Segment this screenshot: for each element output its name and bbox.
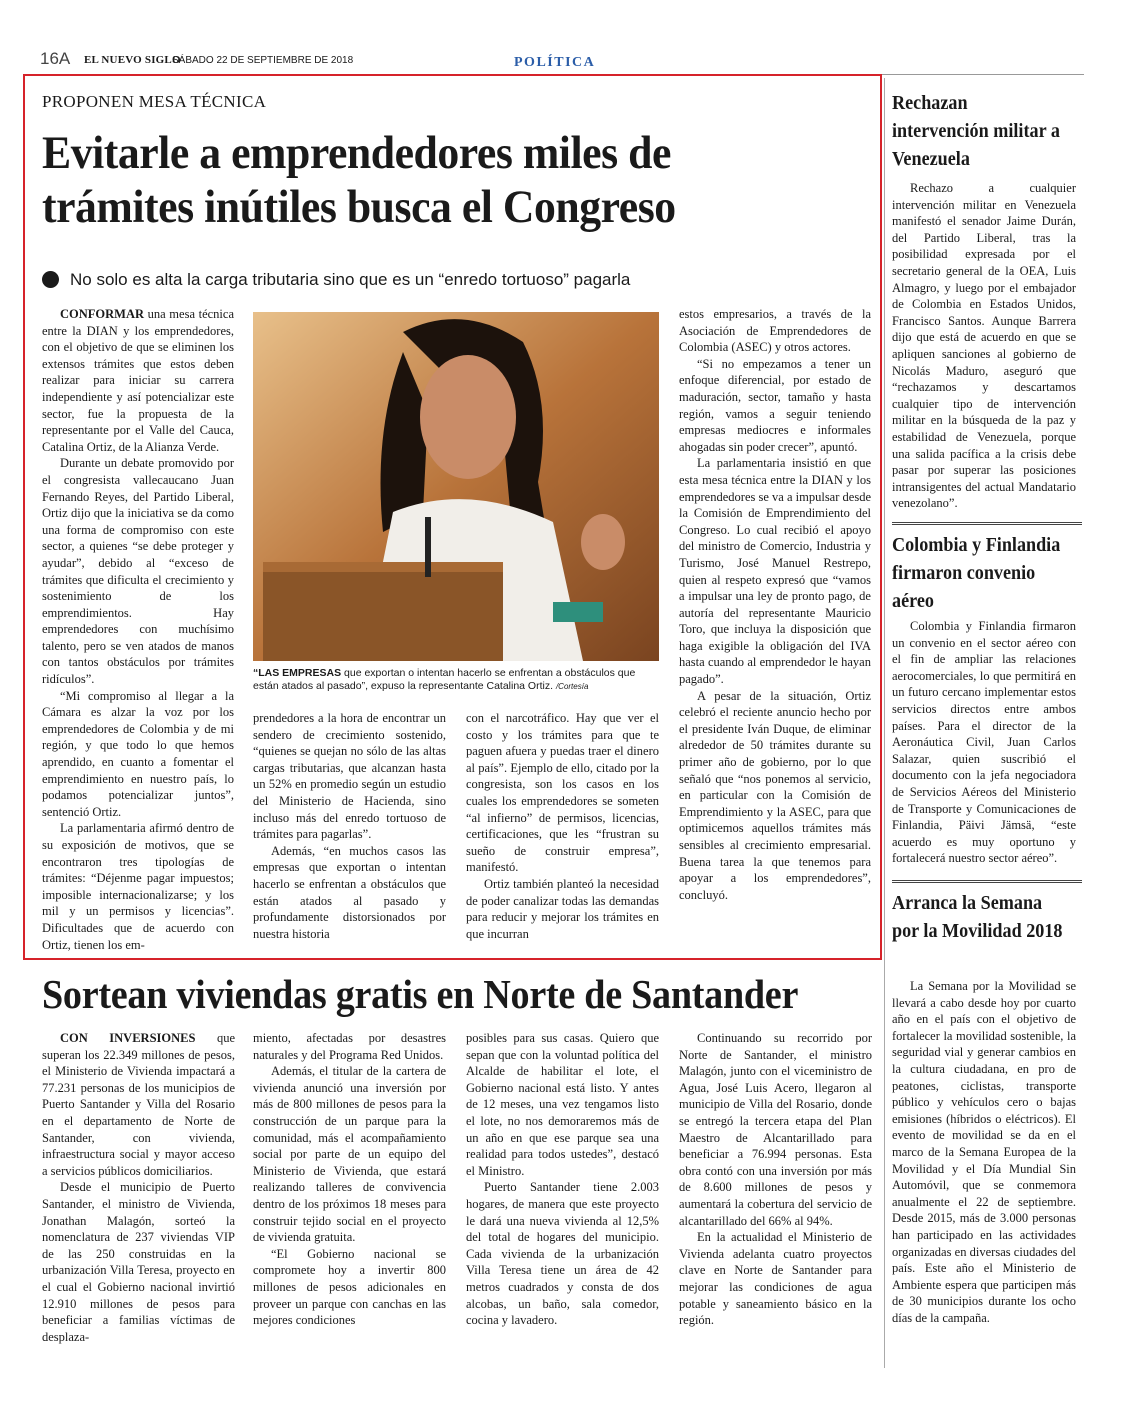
- article-kicker: PROPONEN MESA TÉCNICA: [42, 92, 267, 111]
- second-column-4: Continuando su recorrido por Norte de Santander, el ministro Malagón, junto con el viceministro de Agua, José Luis Acero, llegaron al municipio de Villa del Rosario, donde se entregó la tercera etapa del Plan Maestro de Alcantarillado para beneficiar a 76.994 personas. Esta obra contó con una inversión por más de 8.600 millones de pesos y aumentará la cobertura del servicio de alcantarillado del 66% al 94%. En la actualidad el Ministerio de Vivienda adelanta cuatro proyectos clave en Norte de Santander para mejorar las condiciones de agua potable y saneamiento básico en la región.: [679, 1031, 872, 1328]
- article-column-2: prendedores a la hora de encontrar un sendero de crecimiento sostenido, “quienes se quejan no sólo de las altas cargas tributarias, que alcanzan hasta un 52% en promedio según un estudio del Ministerio de Hacienda, sino incluso más del enredo tortuoso de trámites para pagarlas”. Además, “en muchos casos las empresas que exportan o intentan hacerlo se enfrentan a obstáculos que están atados al pasado y profundamente distorsionados por nuestra historia: [253, 711, 446, 941]
- second-column-2: miento, afectadas por desastres naturales y del Programa Red Unidos. Además, el titular de la cartera de vivienda anunció una inversión por más de 800 millones de pesos para la construcción de un parque para la comunidad, más el acompañamiento social por parte de un equipo del Ministerio de Vivienda, que estará realizando talleres de convivencia dentro de los próximos 18 meses para construir tejido social en el proyecto de vivienda gratuita. “El Gobierno nacional se compromete hoy a invertir 800 millones de pesos adicionales en proveer un parque con canchas en las mejores condiciones: [253, 1031, 446, 1328]
- lead-word: CONFORMAR: [60, 307, 145, 321]
- article-column-4: estos empresarios, a través de la Asociación de Emprendedores de Colombia (ASEC) y otros actores. “Si no empezamos a tener un enfoque diferencial, por estado de maduración, sector, tamaño y hasta región, vamos a seguir teniendo empresas mediocres e informales ahogadas sin poder crecer”, apuntó. La parlamentaria insistió en que esta mesa técnica entre la DIAN y los emprendedores se va a impulsar desde la Comisión de Emprendimiento del Congreso. Lo cual recibió el apoyo del ministro de Comercio, Industria y Turismo, José Manuel Restrepo, quien al respeto expresó que “vamos a impulsar una ley de pronto pago, de autoría del representante Mauricio Toro, que incluya la disposición que haga exigible la obligación del IVA hasta cuando al emprendedor le hayan pagado”. A pesar de la situación, Ortiz celebró el reciente anuncio hecho por el presidente Iván Duque, de eliminar alrededor de 50 trámites durante su primer año de gobierno, por lo que señaló que “nos ponemos al servicio, en particular con la Comisión de Emprendimiento y la ASEC, para que optimicemos aquellos trámites más sensibles al crecimiento empresarial. Buena tarea la que tenemos para apoyar a los emprendedores”, concluyó.: [679, 307, 871, 902]
- sidebar-rule: [884, 78, 885, 1368]
- sidebar-separator: [892, 522, 1082, 525]
- sidebar-title-venezuela: Rechazan intervención militar a Venezuela: [892, 93, 1060, 170]
- sidebar-body-venezuela: Rechazo a cualquier intervención militar en Venezuela manifestó el senador Jaime Durán, del Partido Liberal, tras la posibilidad expresada por el secretario general de la OEA, Luis Almagro, y luego por el embajador de Colombia en Estados Unidos, Francisco Santos. Aunque Barrera dijo que está de acuerdo en que se apliquen sanciones al gobierno de Nicolás Maduro, aseguró que “rechazamos y descartamos cualquier tipo de intervención militar en la búsqueda de la paz y estabilidad de Venezuela, porque una salida pacífica a la crisis debe pasar por superar las posiciones intransigentes del actual Mandatario venezolano”.: [892, 181, 1076, 511]
- sidebar-separator: [892, 880, 1082, 883]
- sidebar-title-finlandia: Colombia y Finlandia firmaron convenio aéreo: [892, 535, 1061, 612]
- second-article-headline: Sortean viviendas gratis en Norte de Santander: [42, 971, 799, 1017]
- second-column-1: CON INVERSIONES que superan los 22.349 millones de pesos, el Ministerio de Vivienda impactará a 77.231 personas de los municipios de Puerto Santander y Villa del Rosario en el departamento de Norte de Santander, con vivienda, infraestructura social y mayor acceso a servicios públicos domiciliarios. Desde el municipio de Puerto Santander, el ministro de Vivienda, Jonathan Malagón, sorteó la nomenclatura de 237 viviendas VIP de las 250 construidas en la urbanización Villa Teresa, proyecto en el cual el Gobierno nacional invirtió 12.910 millones de pesos para beneficiar a familias víctimas de desplaza-: [42, 1031, 235, 1344]
- issue-date: SÁBADO 22 DE SEPTIEMBRE DE 2018: [172, 55, 354, 66]
- photo-credit: /Cortesía: [555, 682, 589, 691]
- article-photo: [253, 312, 659, 661]
- page-number: 16A: [40, 49, 71, 68]
- bullet-icon: [42, 271, 59, 288]
- second-column-3: posibles para sus casas. Quiero que sepan que con la voluntad política del Alcalde de habilitar el lote, el Gobierno nacional está listo. Y antes de 12 meses, una vez tengamos listo el lote, no nos demoraremos más de un año en que ese parque sea una realidad para todos ustedes”, destacó el Ministro. Puerto Santander tiene 2.003 hogares, de manera que este proyecto le dará una nueva vivienda al 12,5% del total de hogares del municipio. Cada vivienda de la urbanización Villa Teresa tiene un área de 42 metros cuadrados y consta de dos alcobas, un baño, sala comedor, cocina y lavadero.: [466, 1031, 659, 1328]
- article-headline: [42, 126, 814, 234]
- headline-line-2: trámites inútiles busca el Congreso: [42, 181, 676, 233]
- headline-line-1: Evitarle a emprendedores miles de: [42, 127, 671, 179]
- photo-speaker-image: [253, 312, 659, 661]
- article-column-1: CONFORMAR una mesa técnica entre la DIAN y los emprendedores, con el objetivo de que se eliminen los extensos trámites que estos deben realizar para iniciar su carrera independiente y así potencializar este sector, fue la propuesta de la representante por el Valle del Cauca, Catalina Ortiz, de la Alianza Verde. Durante un debate promovido por el congresista vallecaucano Juan Fernando Reyes, del Partido Liberal, Ortiz dijo que la iniciativa se da como una forma de compromiso con este sector, a quienes “se debe proteger y ayudar”, debido al “exceso de trámites que dificulta el crecimiento y sostenimiento de los emprendimientos. Hay emprendedores con muchísimo talento, pero se ven atados de manos con tantos obstáculos por trámites ridículos”. “Mi compromiso al llegar a la Cámara es alzar la voz por los emprendedores de Colombia y de mi región, y que todo lo que hemos aprendido, en cuanto a fomentar el emprendimiento en nuestro país, lo podamos potencializar juntos”, sentenció Ortiz. La parlamentaria afirmó dentro de su exposición de motivos, que se encontraron tres tipologías de trámites: “Déjenme pagar impuestos; imposible internacionalizarse; y los mil y un permisos y licencias”. Dificultades que de acuerdo con Ortiz, tienen los em-: [42, 307, 234, 952]
- section-title: POLÍTICA: [514, 55, 596, 70]
- article-subhead: No solo es alta la carga tributaria sino que es un “enredo tortuoso” pagarla: [70, 270, 631, 289]
- photo-caption: “LAS EMPRESAS que exportan o intentan hacerlo se enfrentan a obstáculos que están atados al pasado”, expuso la representante Catalina Ortiz. /Cortesía: [253, 667, 636, 692]
- sidebar-title-movilidad: Arranca la Semana por la Movilidad 2018: [892, 893, 1063, 942]
- sidebar-body-finlandia: Colombia y Finlandia firmaron un convenio en el sector aéreo con el fin de ampliar las relaciones aerocomerciales, lo que permitirá en un futuro cercano implementar estos servicios directos entre ambos países. Para el director de la Aeronáutica Civil, Juan Carlos Salazar, quien suscribió el documento con la jefa negociadora de Servicios Aéreos del Ministerio de Transporte y Comunicaciones de Finlandia, Päivi Jämsä, “este acuerdo es muy oportuno y fortalecerá nuestro sector aéreo”.: [892, 619, 1076, 866]
- article-column-3: con el narcotráfico. Hay que ver el costo y los trámites para que te paguen afuera y puedas traer el dinero al país”. Ejemplo de ello, citado por la congresista, son los casos en los cuales los emprendedores se someten “al infierno” de permisos, licencias, certificaciones, que les “frustran su sueño de construir empresa”, manifestó. Ortiz también planteó la necesidad de poder canalizar todas las demandas para reducir y mejorar los trámites en que incurran: [466, 711, 659, 941]
- sidebar-body-movilidad: La Semana por la Movilidad se llevará a cabo desde hoy por cuarto año en el país con el objetivo de fortalecer la movilidad sostenible, la seguridad vial y generar cambios en la cultura ciudadana, en pro de peatones, ciclistas, transporte público y vehículos cero o bajas emisiones (híbridos o eléctricos). El evento de movilidad se da en el marco de la Semana Europea de la Movilidad y el Día Mundial Sin Automóvil, que se conmemora anualmente el 22 de septiembre. Desde 2015, más de 3.000 personas han participado en las actividades organizadas en diversas ciudades del país. Este año el Ministerio de Ambiente espera que participen más de 30 municipios durante los ocho días de la campaña.: [892, 979, 1076, 1325]
- newspaper-name: EL NUEVO SIGLO: [84, 54, 181, 66]
